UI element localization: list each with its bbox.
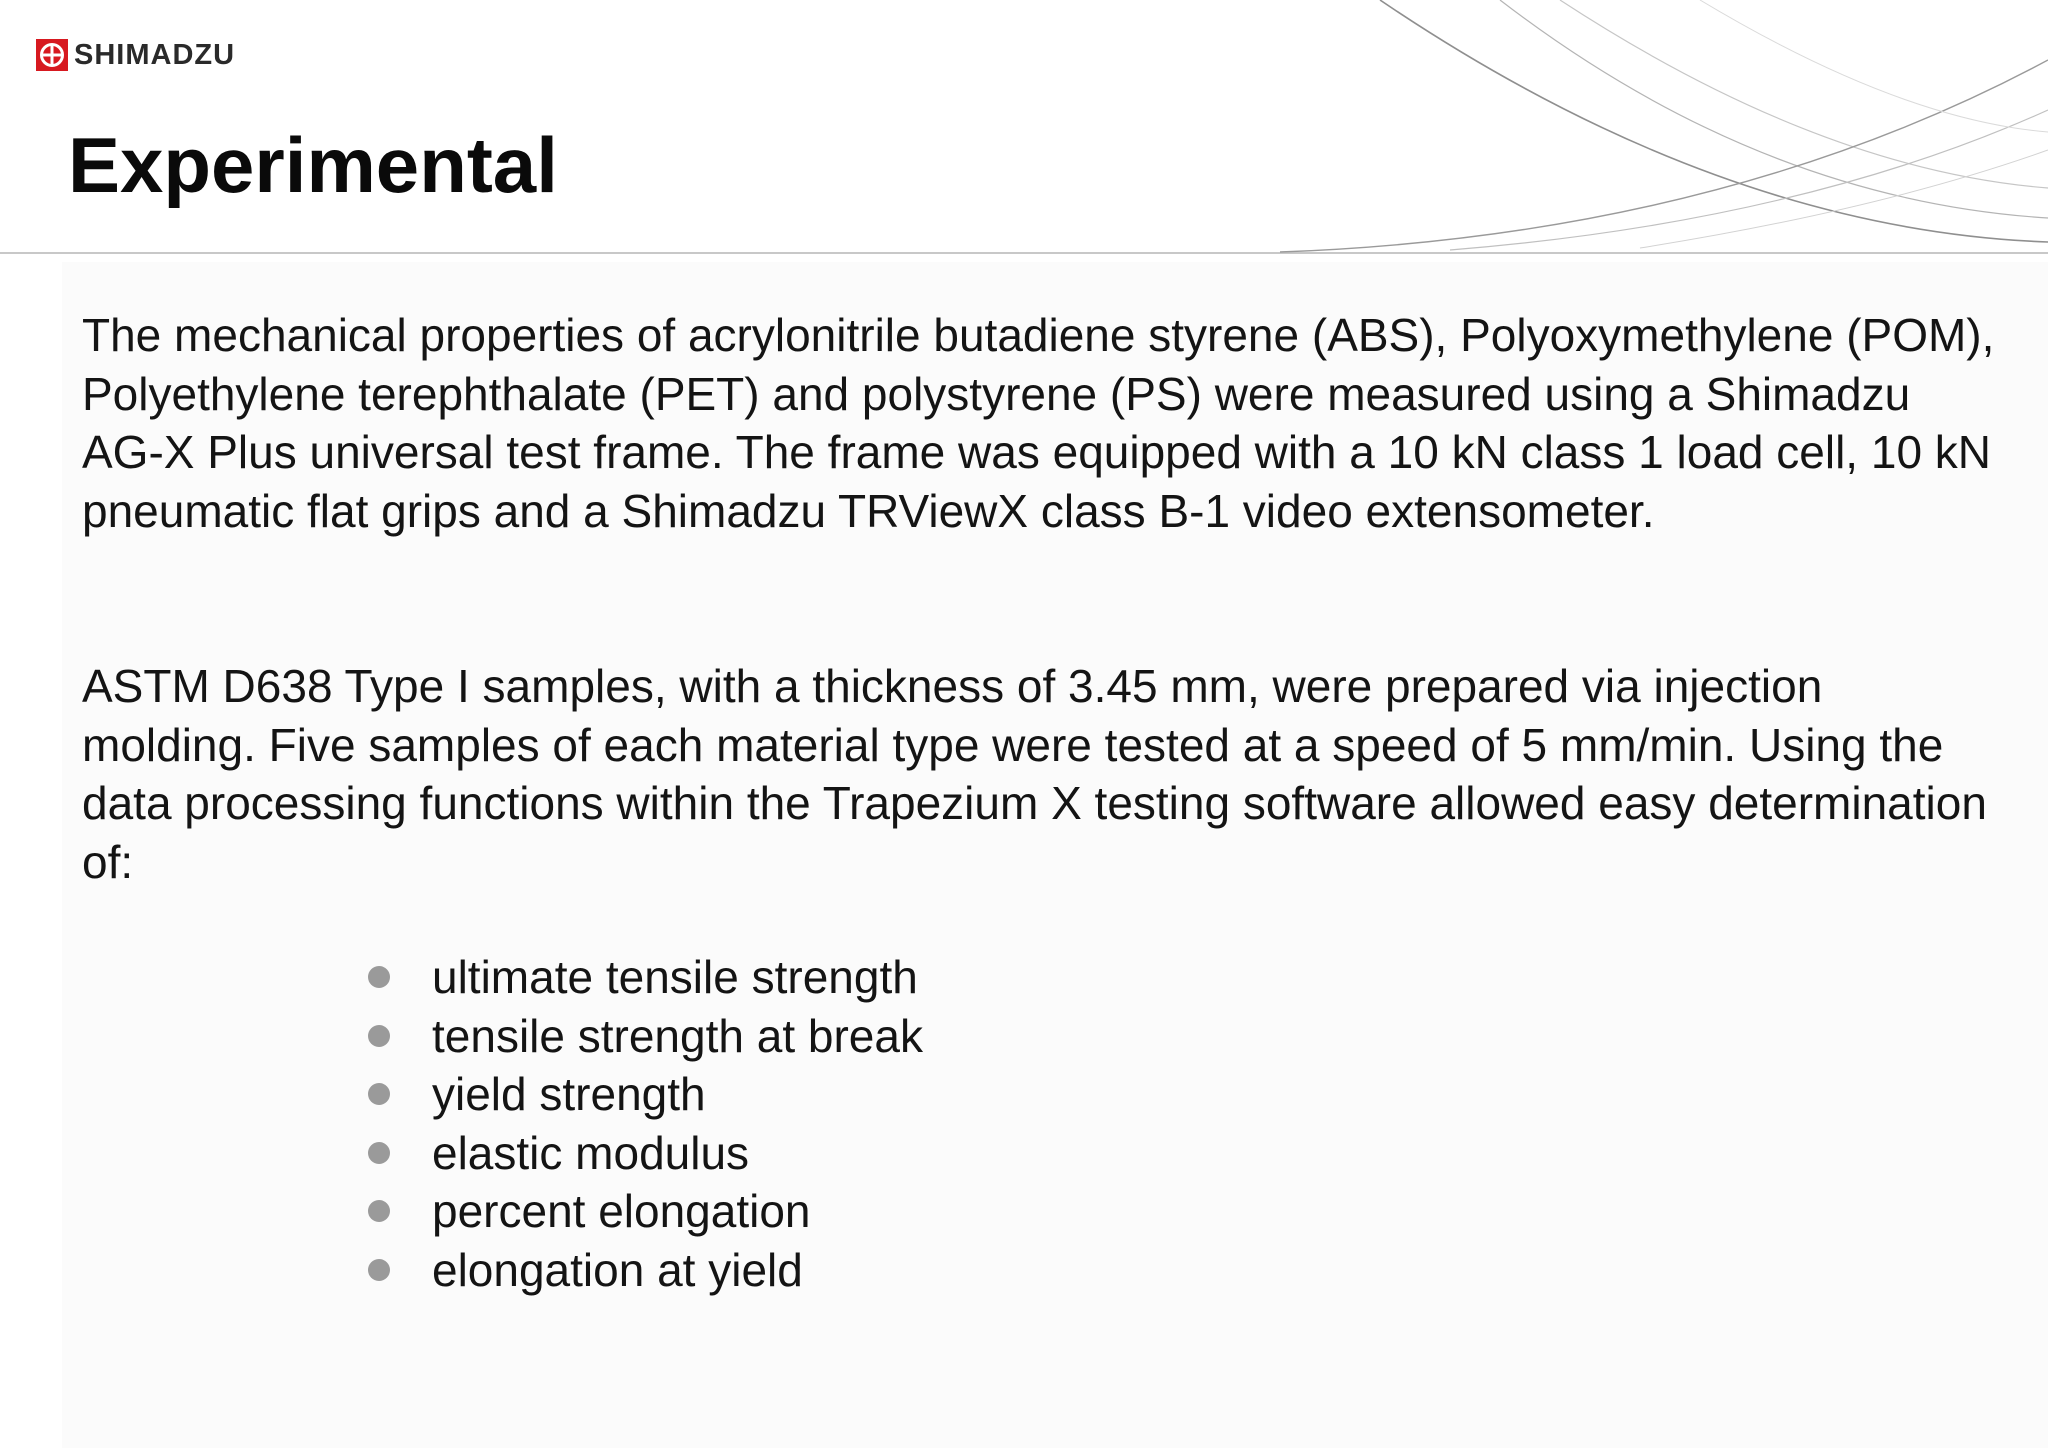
brand-name: SHIMADZU — [74, 39, 236, 71]
bullet-dot-icon — [368, 966, 390, 988]
shimadzu-cross-circle-icon — [36, 39, 68, 71]
bullet-dot-icon — [368, 1025, 390, 1047]
brand-logo — [36, 38, 235, 72]
bullet-dot-icon — [368, 1200, 390, 1222]
list-item-text: ultimate tensile strength — [432, 951, 918, 1004]
paragraph-equipment: The mechanical properties of acrylonitrile butadiene styrene (ABS), Polyoxymethylene (POM), Polyethylene terephthalate (PET) and polystyrene (PS) were measured using a Shimadzu AG-X Plus universal test frame. The frame was equipped with a 10 kN class 1 load cell, 10 kN pneumatic flat grips and a Shimadzu TRViewX class B-1 video extensometer. — [82, 309, 1995, 537]
list-item-text: tensile strength at break — [432, 1009, 923, 1062]
list-item — [368, 1007, 923, 1066]
bullet-dot-icon — [368, 1259, 390, 1281]
paragraph-samples: ASTM D638 Type I samples, with a thickness of 3.45 mm, were prepared via injection molding. Five samples of each material type were tested at a speed of 5 mm/min. Using the data processing functions within the Trapezium X testing software allowed easy determination of: — [82, 660, 1987, 888]
list-item — [368, 1241, 923, 1300]
list-item — [368, 1065, 923, 1124]
properties-list — [368, 948, 923, 1299]
list-item — [368, 1124, 923, 1183]
bullet-dot-icon — [368, 1083, 390, 1105]
list-item — [368, 948, 923, 1007]
list-item-text: percent elongation — [432, 1185, 811, 1238]
slide-title: Experimental — [68, 121, 558, 209]
bullet-dot-icon — [368, 1142, 390, 1164]
list-item — [368, 1182, 923, 1241]
list-item-text: elastic modulus — [432, 1126, 750, 1179]
list-item-text: yield strength — [432, 1068, 706, 1121]
list-item-text: elongation at yield — [432, 1243, 803, 1296]
